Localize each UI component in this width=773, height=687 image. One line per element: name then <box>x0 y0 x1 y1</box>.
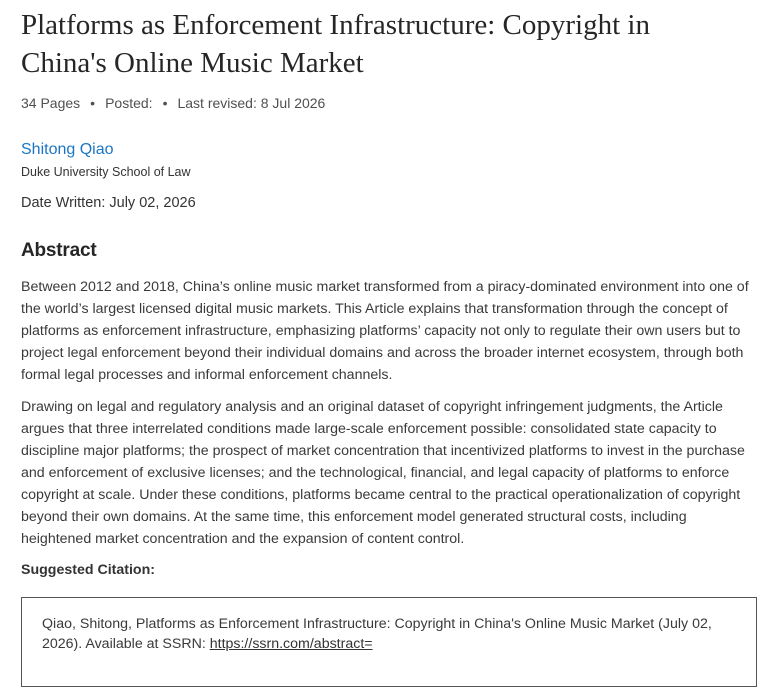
abstract-heading: Abstract <box>21 240 97 261</box>
posted-label: Posted: <box>105 95 153 111</box>
date-written: Date Written: July 02, 2026 <box>21 195 196 211</box>
paper-meta <box>21 95 325 111</box>
separator-dot: • <box>90 95 96 111</box>
separator-dot: • <box>162 95 168 111</box>
last-revised: Last revised: 8 Jul 2026 <box>177 95 326 111</box>
page-count: 34 Pages <box>21 95 81 111</box>
author-affiliation: Duke University School of Law <box>21 165 191 179</box>
paper-title: Platforms as Enforcement Infrastructure: Copyright in China's Online Music Market <box>21 9 650 79</box>
abstract-paragraph: Between 2012 and 2018, China’s online music market transformed from a piracy-dominated environment into one of the world’s largest licensed digital music markets. This Article explains that transformation through the concept of platforms as enforcement infrastructure, emphasizing platforms’ capacity not only to regulate their own users but to project legal enforcement beyond their individual domains and across the broader internet ecosystem, through both formal legal processes and informal enforcement channels. <box>21 279 749 383</box>
author-link[interactable]: Shitong Qiao <box>21 141 114 158</box>
abstract-paragraph: Drawing on legal and regulatory analysis and an original dataset of copyright infringement judgments, the Article argues that three interrelated conditions made large-scale enforcement possible: consolidated state capacity to discipline major platforms; the prospect of market concentration that incentivized platforms to invest in the purchase and enforcement of exclusive licenses; and the technological, financial, and legal capacity of platforms to enforce copyright at scale. Under these conditions, platforms became central to the practical operationalization of copyright beyond their own domains. At the same time, this enforcement model generated structural costs, including heightened market concentration and the expansion of content control. <box>21 399 745 547</box>
citation-link[interactable]: https://ssrn.com/abstract= <box>209 636 373 652</box>
citation-text <box>42 614 732 654</box>
citation-body: Qiao, Shitong, Platforms as Enforcement Infrastructure: Copyright in China's Online Music Market (July 02, 2026). Available at SSRN: <box>42 616 712 652</box>
citation-heading: Suggested Citation: <box>21 562 155 578</box>
